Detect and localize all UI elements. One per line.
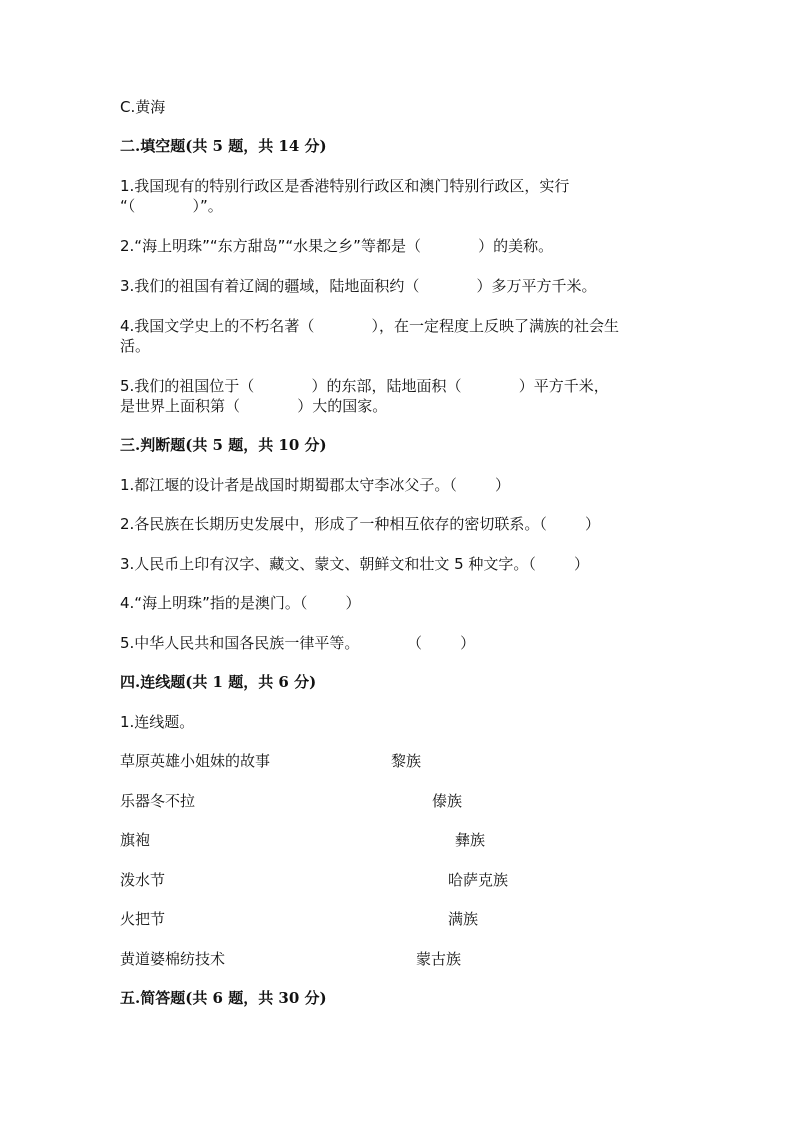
match-right-item: 哈萨克族 [448, 871, 509, 889]
option-c: C.黄海 [120, 98, 166, 116]
match-left-item: 草原英雄小姐妹的故事 [120, 752, 271, 770]
match-left-item: 火把节 [120, 910, 166, 928]
match-right-item: 蒙古族 [416, 950, 462, 968]
fill-q5-line1: 5.我们的祖国位于（ ）的东部，陆地面积（ ）平方千米， [120, 377, 609, 395]
section4-title: 四.连线题(共 1 题，共 6 分) [120, 673, 317, 691]
match-left-item: 旗袍 [120, 831, 151, 849]
match-right-item: 傣族 [432, 792, 463, 810]
section3-title: 三.判断题(共 5 题，共 10 分) [120, 436, 327, 454]
fill-q1-line1: 1.我国现有的特别行政区是香港特别行政区和澳门特别行政区，实行 [120, 177, 570, 195]
match-question: 1.连线题。 [120, 713, 195, 731]
fill-q5-line2: 是世界上面积第（ ）大的国家。 [120, 397, 388, 415]
match-right-item: 满族 [448, 910, 479, 928]
section5-title: 五.简答题(共 6 题，共 30 分) [120, 989, 327, 1007]
judge-q5: 5.中华人民共和国各民族一律平等。 （ ） [120, 634, 476, 652]
match-right-item: 彝族 [455, 831, 486, 849]
match-left-item: 黄道婆棉纺技术 [120, 950, 226, 968]
judge-q2: 2.各民族在长期历史发展中，形成了一种相互依存的密切联系。（ ） [120, 515, 600, 533]
fill-q1-line2: “（ ）”。 [120, 197, 223, 215]
fill-q4-line2: 活。 [120, 337, 151, 355]
section2-title: 二.填空题(共 5 题，共 14 分) [120, 137, 327, 155]
fill-q4-line1: 4.我国文学史上的不朽名著（ ），在一定程度上反映了满族的社会生 [120, 317, 620, 335]
match-right-item: 黎族 [391, 752, 422, 770]
match-left-item: 乐器冬不拉 [120, 792, 196, 810]
match-left-item: 泼水节 [120, 871, 166, 889]
judge-q4: 4.“海上明珠”指的是澳门。（ ） [120, 594, 361, 612]
fill-q2: 2.“海上明珠”“东方甜岛”“水果之乡”等都是（ ）的美称。 [120, 237, 554, 255]
judge-q3: 3.人民币上印有汉字、藏文、蒙文、朝鲜文和壮文 5 种文字。（ ） [120, 555, 590, 573]
judge-q1: 1.都江堰的设计者是战国时期蜀郡太守李冰父子。（ ） [120, 476, 510, 494]
fill-q3: 3.我们的祖国有着辽阔的疆域，陆地面积约（ ）多万平方千米。 [120, 277, 597, 295]
